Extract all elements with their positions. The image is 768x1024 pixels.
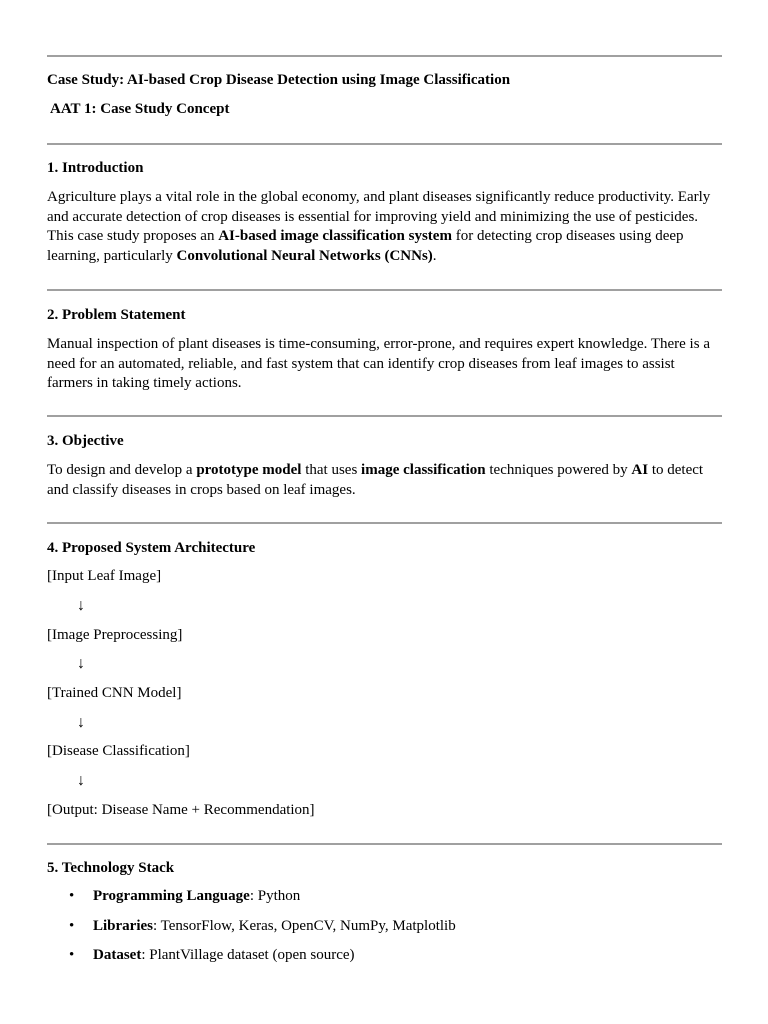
divider-after-objective — [47, 522, 722, 524]
down-arrow-icon: ↓ — [77, 714, 85, 731]
intro-text-3: . — [432, 247, 437, 264]
intro-text-1: Agriculture plays a vital role in the global economy, and plant diseases significantly reduce productivity. Early and accurate detection of crop diseases is essential for improving yield and minimizing the use of pesticides. This case study proposes an — [47, 189, 711, 244]
list-item — [47, 947, 456, 977]
down-arrow-icon: ↓ — [77, 772, 85, 789]
objective-paragraph — [47, 461, 722, 500]
architecture-step: [Input Leaf Image] — [47, 568, 162, 584]
architecture-step: [Disease Classification] — [47, 743, 190, 759]
bullet-icon: • — [69, 917, 75, 934]
intro-bold-2: Convolutional Neural Networks (CNNs) — [176, 247, 433, 264]
intro-bold-1: AI-based image classification system — [218, 228, 452, 244]
stack-item-label: Programming Language — [93, 888, 250, 904]
objective-bold-1: prototype model — [196, 462, 302, 478]
divider-after-introduction — [47, 289, 722, 291]
architecture-step: [Trained CNN Model] — [47, 685, 182, 701]
architecture-step: [Image Preprocessing] — [47, 627, 183, 643]
stack-item-label: Libraries — [93, 917, 153, 934]
introduction-paragraph — [47, 188, 722, 266]
stack-item-value: : PlantVillage dataset (open source) — [141, 947, 355, 963]
divider-after-problem — [47, 415, 722, 417]
stack-item-value: : TensorFlow, Keras, OpenCV, NumPy, Matplotlib — [153, 917, 456, 934]
stack-item-label: Dataset — [93, 947, 142, 963]
bullet-icon: • — [69, 888, 75, 904]
intro-text-2: for detecting crop diseases using deep learning, particularly — [47, 228, 684, 264]
objective-text-3: techniques powered by — [485, 462, 632, 478]
section-heading-introduction: 1. Introduction — [47, 160, 144, 176]
list-item — [47, 918, 456, 948]
stack-item-value: : Python — [249, 888, 301, 904]
objective-text-2: that uses — [301, 462, 362, 478]
down-arrow-icon: ↓ — [77, 597, 85, 614]
divider-after-architecture — [47, 843, 722, 845]
technology-stack-list — [47, 888, 456, 977]
list-item — [47, 888, 456, 918]
bullet-icon: • — [69, 947, 75, 963]
objective-text-1: To design and develop a — [47, 462, 197, 478]
section-heading-technology-stack: 5. Technology Stack — [47, 860, 175, 876]
objective-bold-3: AI — [631, 462, 649, 478]
top-divider — [47, 55, 722, 57]
section-heading-architecture: 4. Proposed System Architecture — [47, 540, 256, 556]
header-divider — [47, 143, 722, 145]
architecture-step: [Output: Disease Name + Recommendation] — [47, 802, 315, 818]
objective-bold-2: image classification — [361, 462, 486, 478]
section-heading-objective: 3. Objective — [47, 433, 124, 449]
section-heading-problem: 2. Problem Statement — [47, 307, 186, 323]
document-title: Case Study: AI-based Crop Disease Detection using Image Classification — [47, 72, 511, 88]
problem-paragraph: Manual inspection of plant diseases is time-consuming, error-prone, and requires expert knowledge. There is a need for an automated, reliable, and fast system that can identify crop diseases from leaf images to assist farmers in taking timely actions. — [47, 336, 710, 391]
objective-text-4: to detect and classify diseases in crops based on leaf images. — [47, 462, 704, 498]
down-arrow-icon: ↓ — [77, 655, 85, 672]
document-subtitle: AAT 1: Case Study Concept — [50, 101, 230, 117]
